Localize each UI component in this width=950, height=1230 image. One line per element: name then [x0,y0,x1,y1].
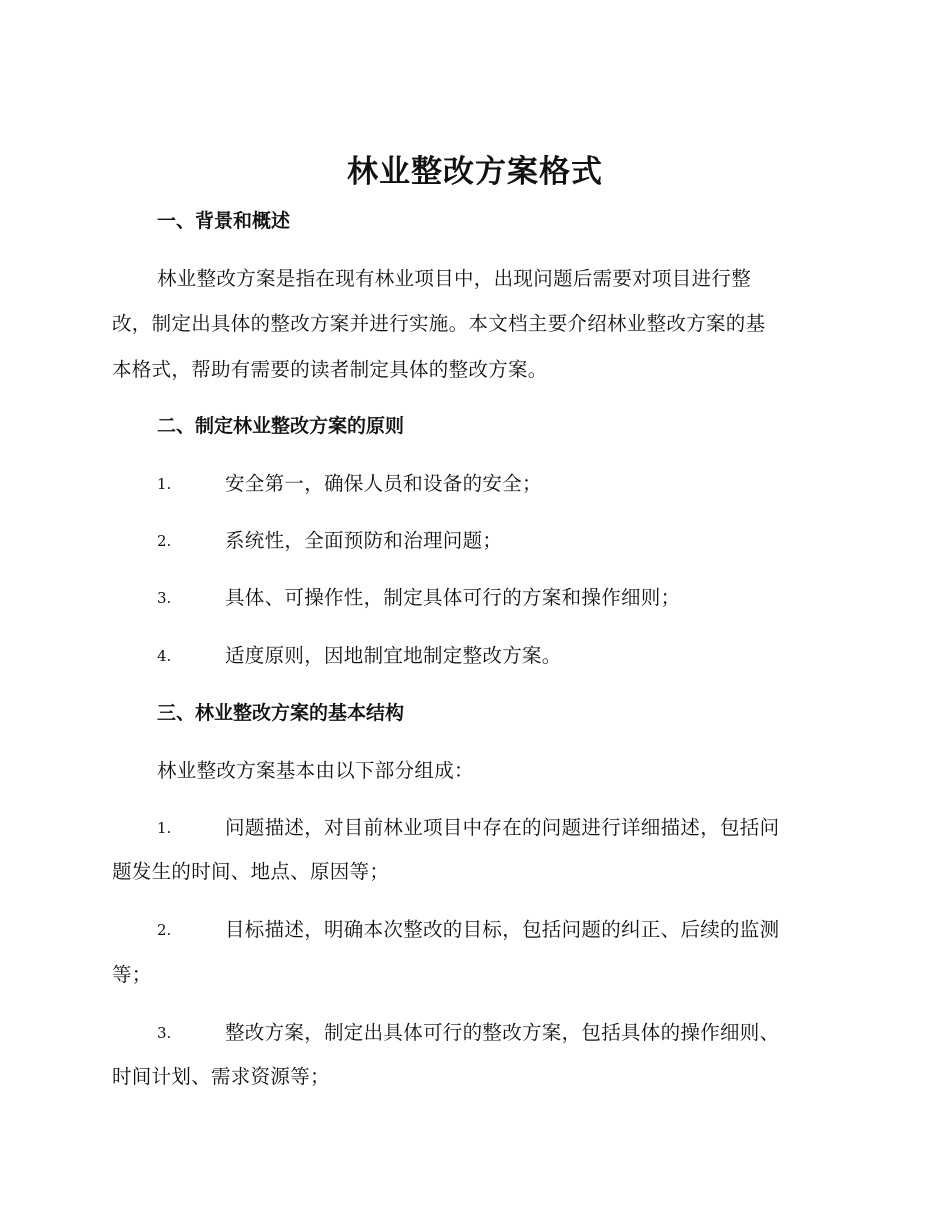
section-heading-background: 一、背景和概述 [157,210,291,232]
list-item-continuation: 等； [112,963,152,986]
list-item-number: 4. [157,647,172,665]
section-heading-structure: 三、林业整改方案的基本结构 [157,702,405,724]
list-item-number: 3. [157,589,172,607]
paragraph-line: 本格式，帮助有需要的读者制定具体的整改方案。 [112,358,548,381]
list-item-text: 整改方案，制定出具体可行的整改方案，包括具体的操作细则、 [225,1021,780,1044]
list-item-number: 2. [157,532,172,550]
list-item-text: 安全第一，确保人员和设备的安全； [225,472,542,495]
list-item-text: 目标描述，明确本次整改的目标，包括问题的纠正、后续的监测 [225,918,780,941]
list-item-number: 1. [157,475,172,493]
paragraph-line: 林业整改方案是指在现有林业项目中，出现问题后需要对项目进行整 [157,267,752,290]
list-item-text: 系统性，全面预防和治理问题； [225,529,503,552]
list-item-text: 问题描述，对目前林业项目中存在的问题进行详细描述，包括问 [225,816,780,839]
list-item-continuation: 时间计划、需求资源等； [112,1065,330,1088]
section-intro: 林业整改方案基本由以下部分组成： [157,759,474,782]
list-item-text: 适度原则，因地制宜地制定整改方案。 [225,644,562,667]
document-title: 林业整改方案格式 [347,154,603,190]
list-item-number: 1. [157,819,172,837]
list-item-text: 具体、可操作性，制定具体可行的方案和操作细则； [225,586,681,609]
paragraph-line: 改，制定出具体的整改方案并进行实施。本文档主要介绍林业整改方案的基 [112,312,766,335]
section-heading-principles: 二、制定林业整改方案的原则 [157,415,405,437]
list-item-continuation: 题发生的时间、地点、原因等； [112,860,390,883]
list-item-number: 2. [157,921,172,939]
list-item-number: 3. [157,1024,172,1042]
